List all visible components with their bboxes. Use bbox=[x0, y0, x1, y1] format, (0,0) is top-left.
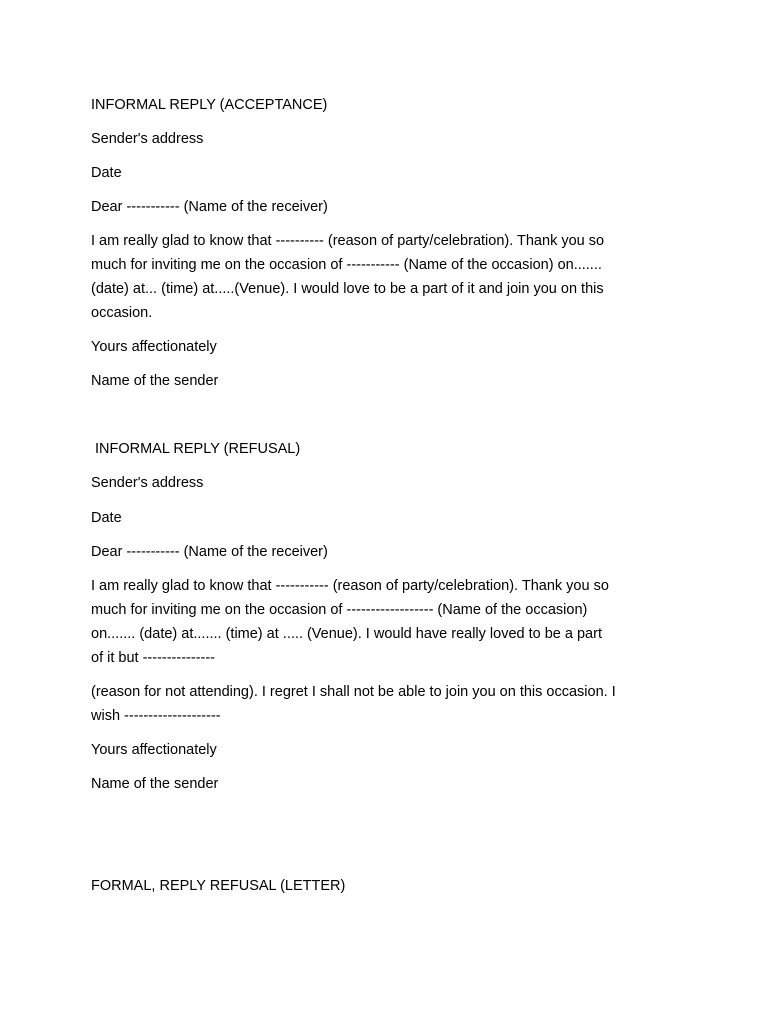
body-line: I am really glad to know that ----------- (reason of party/celebration). Thank you so bbox=[91, 578, 609, 594]
body-line: much for inviting me on the occasion of ----------- (Name of the occasion) on....... bbox=[91, 257, 602, 273]
body-line: wish -------------------- bbox=[91, 708, 221, 724]
closing: Yours affectionately bbox=[91, 339, 217, 355]
letter-body-acceptance bbox=[91, 229, 691, 325]
body-line: (reason for not attending). I regret I shall not be able to join you on this occasion. I bbox=[91, 684, 616, 700]
sender-address: Sender's address bbox=[91, 131, 204, 147]
signature: Name of the sender bbox=[91, 776, 219, 792]
closing: Yours affectionately bbox=[91, 742, 217, 758]
body-line: of it but --------------- bbox=[91, 650, 216, 666]
body-line: I am really glad to know that ---------- (reason of party/celebration). Thank you so bbox=[91, 233, 605, 249]
section-heading-refusal: INFORMAL REPLY (REFUSAL) bbox=[95, 441, 301, 457]
signature: Name of the sender bbox=[91, 373, 219, 389]
section-heading-formal-refusal: FORMAL, REPLY REFUSAL (LETTER) bbox=[91, 878, 346, 894]
body-line: much for inviting me on the occasion of ------------------ (Name of the occasion) bbox=[91, 602, 588, 618]
salutation: Dear ----------- (Name of the receiver) bbox=[91, 544, 328, 560]
letter-body-refusal-continued bbox=[91, 680, 691, 728]
date-line: Date bbox=[91, 165, 122, 181]
section-heading-acceptance: INFORMAL REPLY (ACCEPTANCE) bbox=[91, 97, 328, 113]
letter-body-refusal bbox=[91, 574, 691, 670]
body-line: occasion. bbox=[91, 305, 153, 321]
salutation: Dear ----------- (Name of the receiver) bbox=[91, 199, 328, 215]
body-line: on....... (date) at....... (time) at ..... (Venue). I would have really loved to be a part bbox=[91, 626, 602, 642]
date-line: Date bbox=[91, 510, 122, 526]
body-line: (date) at... (time) at.....(Venue). I would love to be a part of it and join you on this bbox=[91, 281, 604, 297]
sender-address: Sender's address bbox=[91, 475, 204, 491]
